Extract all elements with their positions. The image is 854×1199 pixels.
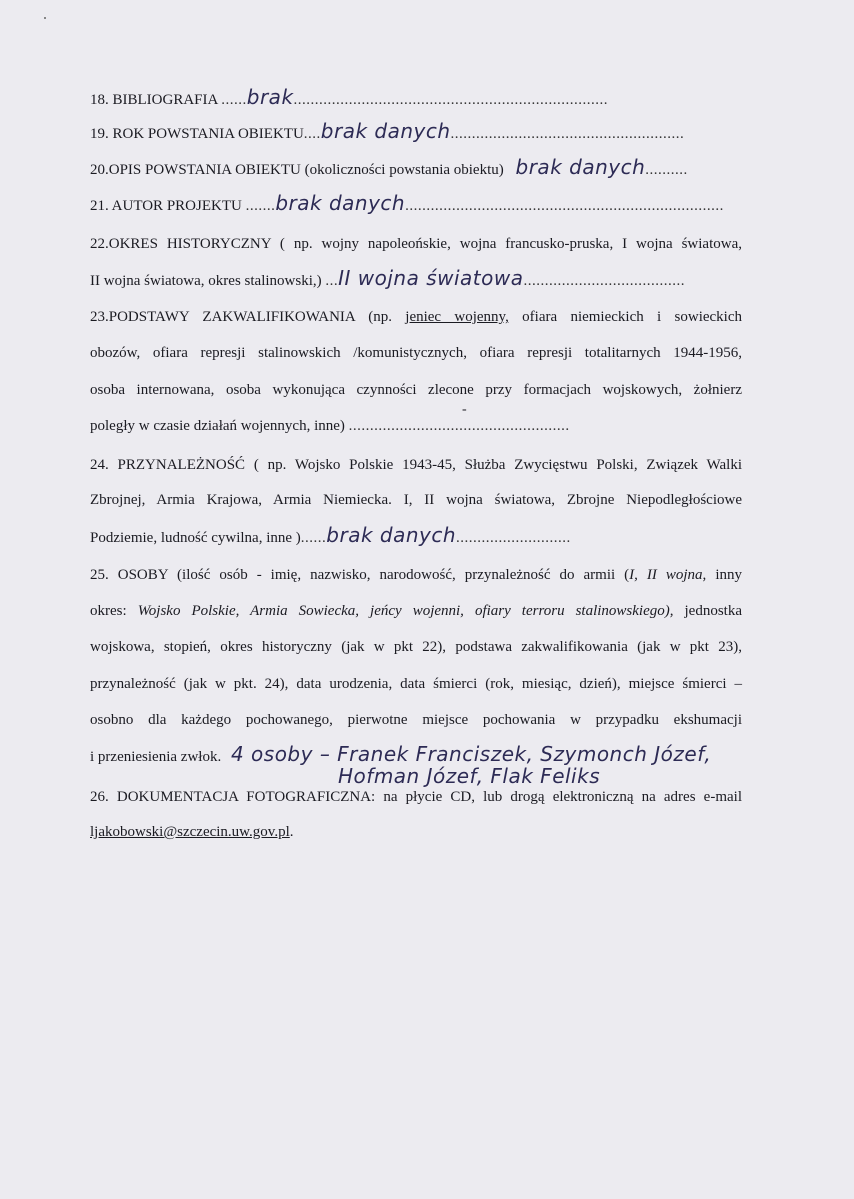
- item-25-line-2: okres: Wojsko Polskie, Armia Sowiecka, jeńcy wojenni, ofiary terroru stalinowskiego), jednostka: [90, 603, 743, 619]
- item-20-label: 20.OPIS POWSTANIA OBIEKTU (okoliczności powstania obiektu): [90, 162, 504, 178]
- item-20-opis-powstania: 20.OPIS POWSTANIA OBIEKTU (okoliczności powstania obiektu) brak danych..........: [90, 155, 688, 179]
- item-23-line-4: poległy w czasie działań wojennych, inne) ....................................................: [90, 418, 570, 434]
- item-21-autor-projektu: 21. AUTOR PROJEKTU .......brak danych...........................................................................: [90, 191, 724, 215]
- item-24-line-3: Podziemie, ludność cywilna, inne )......brak danych...........................: [90, 523, 571, 547]
- item-22-label: II wojna światowa, okres stalinowski,): [90, 273, 322, 289]
- item-25-line-3: wojskowa, stopień, okres historyczny (jak w pkt 22), podstawa zakwalifikowania (jak w pkt 23),: [90, 639, 742, 655]
- item-25-handwritten-value-1: 4 osoby – Franek Franciszek, Szymonch Józef,: [230, 742, 712, 766]
- item-25-line-1: 25. OSOBY (ilość osób - imię, nazwisko, narodowość, przynależność do armii (I, II wojna, inny: [90, 567, 742, 583]
- item-23-line-2: obozów, ofiara represji stalinowskich /komunistycznych, ofiara represji totalitarnych 1944-1956,: [90, 345, 742, 361]
- item-23-line-1: 23.PODSTAWY ZAKWALIFIKOWANIA (np. jeniec wojenny, ofiara niemieckich i sowieckich: [90, 309, 743, 325]
- item-19-rok-powstania: 19. ROK POWSTANIA OBIEKTU....brak danych.......................................................: [90, 119, 685, 143]
- item-25-line-6: i przeniesienia zwłok. 4 osoby – Franek Franciszek, Szymonch Józef,: [90, 742, 712, 766]
- item-18-label: 18. BIBLIOGRAFIA: [90, 92, 218, 108]
- item-24-handwritten-value: brak danych: [326, 523, 457, 547]
- item-25-line-5: osobno dla każdego pochowanego, pierwotne miejsce pochowania w przypadku ekshumacji: [90, 712, 742, 728]
- item-21-handwritten-value: brak danych: [275, 191, 406, 215]
- item-20-handwritten-value: brak danych: [515, 155, 646, 179]
- item-19-label: 19. ROK POWSTANIA OBIEKTU: [90, 126, 304, 142]
- item-24-line-2: Zbrojnej, Armia Krajowa, Armia Niemiecka. I, II wojna światowa, Zbrojne Niepodległościowe: [90, 492, 742, 508]
- scan-speck: [44, 17, 46, 19]
- email-link[interactable]: ljakobowski@szczecin.uw.gov.pl: [90, 824, 290, 840]
- item-25-handwritten-value-2: Hofman Józef, Flak Feliks: [338, 764, 601, 788]
- item-19-handwritten-value: brak danych: [320, 119, 451, 143]
- item-22-handwritten-value: II wojna światowa: [338, 266, 524, 290]
- item-18-bibliografia: 18. BIBLIOGRAFIA ......brak..........................................................................: [90, 85, 609, 109]
- item-23-handwritten-mark: -: [462, 402, 467, 417]
- item-21-label: 21. AUTOR PROJEKTU: [90, 198, 242, 214]
- item-18-handwritten-value: brak: [246, 85, 294, 109]
- item-25-line-7: [338, 766, 738, 789]
- item-24-line-1: 24. PRZYNALEŻNOŚĆ ( np. Wojsko Polskie 1943-45, Służba Zwycięstwu Polski, Związek Walki: [90, 457, 742, 473]
- item-23-line-3: osoba internowana, osoba wykonująca czynności zlecone przy formacjach wojskowych, żołnierz: [90, 382, 742, 398]
- item-23-underlined-choice: jeniec wojenny,: [405, 309, 509, 325]
- item-25-line-4: przynależność (jak w pkt. 24), data urodzenia, data śmierci (rok, miesiąc, dzień), miejsce śmierci –: [90, 676, 742, 692]
- item-22-line-2: II wojna światowa, okres stalinowski,) ...II wojna światowa......................................: [90, 266, 685, 290]
- item-26-line-2: ljakobowski@szczecin.uw.gov.pl.: [90, 824, 294, 840]
- item-26-line-1: 26. DOKUMENTACJA FOTOGRAFICZNA: na płycie CD, lub drogą elektroniczną na adres e-mail: [90, 789, 742, 805]
- item-22-line-1: 22.OKRES HISTORYCZNY ( np. wojny napoleońskie, wojna francusko-pruska, I wojna światowa,: [90, 236, 742, 252]
